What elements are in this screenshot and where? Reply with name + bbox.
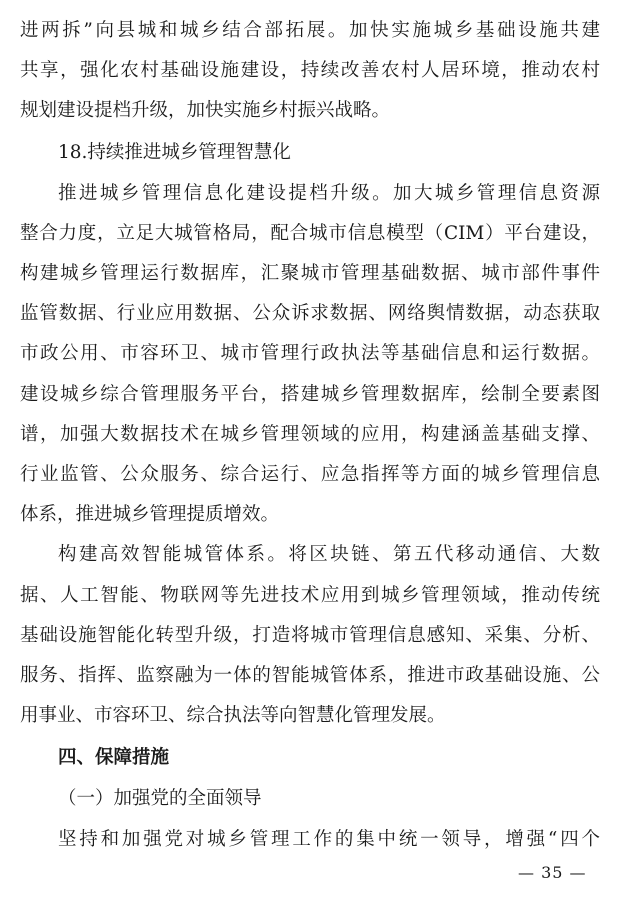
paragraph-line: 服务、指挥、监察融为一体的智能城管体系，推进市政基础设施、公 (20, 665, 600, 686)
paragraph-line: 行业监管、公众服务、综合运行、应急指挥等方面的城乡管理信息 (20, 464, 600, 485)
paragraph-line: 谱，加强大数据技术在城乡管理领域的应用，构建涵盖基础支撑、 (20, 424, 600, 445)
paragraph-line: 基础设施智能化转型升级，打造将城市管理信息感知、采集、分析、 (20, 625, 600, 646)
paragraph-line: 体系，推进城乡管理提质增效。 (20, 504, 280, 525)
paragraph-line: 规划建设提档升级，加快实施乡村振兴战略。 (20, 100, 391, 121)
paragraph-line: 坚持和加强党对城乡管理工作的集中统一领导，增强“四个 (58, 829, 600, 850)
page-number: — 35 — (518, 863, 587, 882)
paragraph-line: 市政公用、市容环卫、城市管理行政执法等基础信息和运行数据。 (20, 343, 600, 364)
section-subheading: （一）加强党的全面领导 (58, 788, 262, 809)
section-subheading: 18.持续推进城乡管理智慧化 (58, 142, 291, 163)
paragraph-line: 构建高效智能城管体系。将区块链、第五代移动通信、大数 (58, 544, 600, 565)
paragraph-line: 用事业、市容环卫、综合执法等向智慧化管理发展。 (20, 705, 446, 726)
paragraph-line: 整合力度，立足大城管格局，配合城市信息模型（CIM）平台建设， (20, 223, 600, 244)
paragraph-line: 监管数据、行业应用数据、公众诉求数据、网络舆情数据，动态获取 (20, 303, 600, 324)
section-heading: 四、保障措施 (58, 747, 170, 768)
paragraph-line: 共享，强化农村基础设施建设，持续改善农村人居环境，推动农村 (20, 60, 600, 81)
paragraph-line: 建设城乡综合管理服务平台，搭建城乡管理数据库，绘制全要素图 (20, 384, 600, 405)
paragraph-line: 构建城乡管理运行数据库，汇聚城市管理基础数据、城市部件事件 (20, 263, 600, 284)
paragraph-line: 进两拆”向县城和城乡结合部拓展。加快实施城乡基础设施共建 (20, 20, 600, 41)
paragraph-line: 据、人工智能、物联网等先进技术应用到城乡管理领域，推动传统 (20, 585, 600, 606)
paragraph-line: 推进城乡管理信息化建设提档升级。加大城乡管理信息资源 (58, 183, 600, 204)
